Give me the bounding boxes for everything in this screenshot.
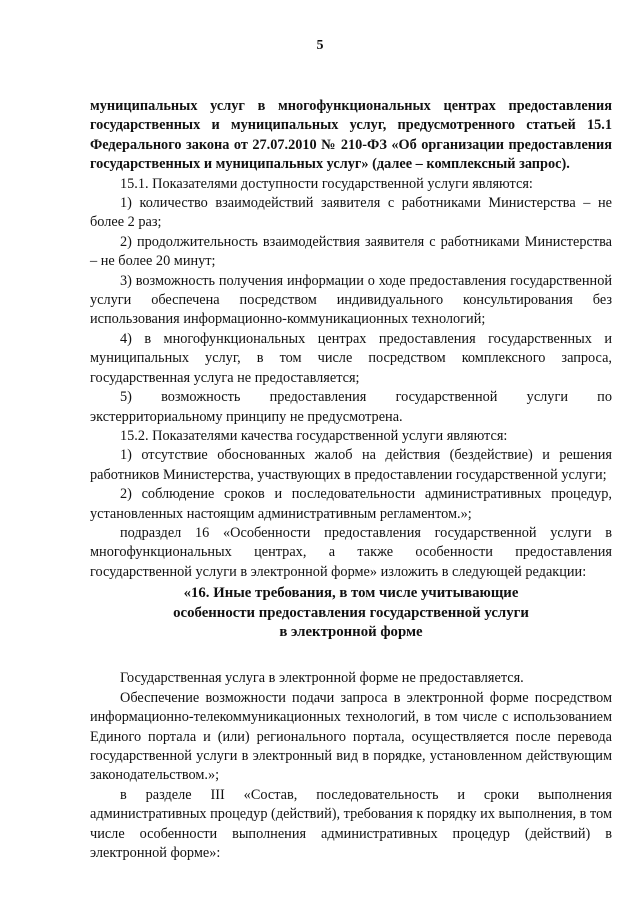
paragraph-request-submission: Обеспечение возможности подачи запроса в электронной форме посредством информационно-телекоммуникационных технологий, в том числе с использованием Единого портала и (или) регионального портала, осуществляется после перевода государственной услуги в электронный вид в порядке, установленном действующим законодательством.»;: [90, 689, 612, 784]
paragraph-subsection-16: подраздел 16 «Особенности предоставления государственной услуги в многофункциональных центрах, а также особенности предоставления государственной услуги в электронной форме» изложить в следующей редакции:: [90, 524, 612, 580]
paragraph-15-1-item-2: 2) продолжительность взаимодействия заявителя с работниками Министерства – не более 20 минут;: [90, 233, 612, 270]
paragraph-15-1-item-3: 3) возможность получения информации о ходе предоставления государственной услуги обеспечена посредством индивидуального консультирования без использования информационно-коммуникационных технологий;: [90, 272, 612, 328]
spacer: [90, 642, 612, 669]
paragraph-15-1-item-5: 5) возможность предоставления государственной услуги по экстерриториальному принципу не предусмотрена.: [90, 389, 612, 425]
paragraph-15-2-item-2: 2) соблюдение сроков и последовательности административных процедур, установленных настоящим административным регламентом.»;: [90, 486, 612, 522]
paragraph-15-2-item-1: 1) отсутствие обоснованных жалоб на действия (бездействие) и решения работников Министерства, участвующих в предоставлении государственной услуги;: [90, 447, 612, 483]
paragraph-15-1-item-1: 1) количество взаимодействий заявителя с работниками Министерства – не более 2 раз;: [90, 195, 612, 231]
heading-line-1: «16. Иные требования, в том числе учитывающие: [183, 585, 519, 602]
page-number: 5: [316, 38, 324, 53]
paragraph-15-2-intro: 15.2. Показателями качества государственной услуги являются:: [120, 427, 508, 444]
heading-line-2: особенности предоставления государственной услуги: [173, 604, 529, 621]
heading-line-3: в электронной форме: [279, 623, 423, 640]
paragraph-electronic-form: Государственная услуга в электронной форме не предоставляется.: [120, 670, 524, 687]
section-heading: [90, 584, 612, 642]
paragraph-15-1-item-4: 4) в многофункциональных центрах предоставления государственных и муниципальных услуг, в том числе посредством комплексного запроса, государственная услуга не предоставляется;: [90, 330, 612, 386]
paragraph-15-1-intro: 15.1. Показателями доступности государственной услуги являются:: [120, 175, 533, 192]
paragraph-complex-request: муниципальных услуг в многофункциональных центрах предоставления государственных и муниципальных услуг, предусмотренного статьей 15.1 Федерального закона от 27.07.2010 № 210-ФЗ «Об организации предоставления государственных и муниципальных услуг» (далее – комплексный запрос).: [90, 98, 612, 173]
document-body: [90, 97, 612, 863]
paragraph-section-3: в разделе III «Состав, последовательность и сроки выполнения административных процедур (действий), требования к порядку их выполнения, в том числе особенности выполнения административных процедур (действий) в электронной форме»:: [90, 786, 612, 862]
